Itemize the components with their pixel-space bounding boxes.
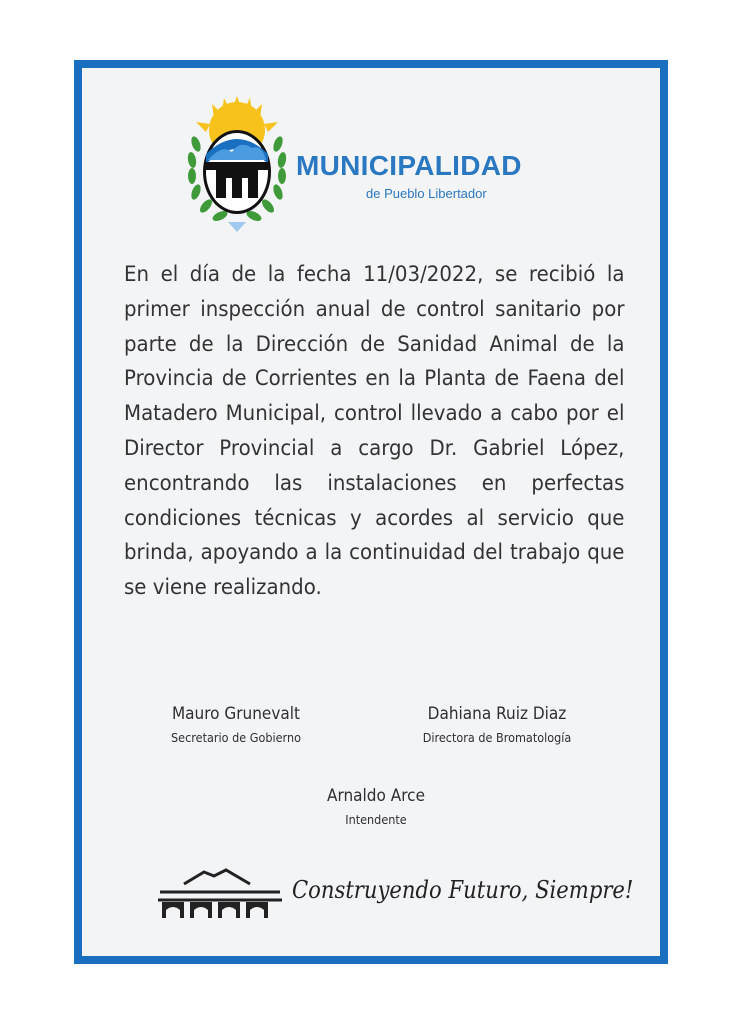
signatory-role: Directora de Bromatología	[422, 730, 572, 745]
signatory-role: Secretario de Gobierno	[171, 730, 301, 745]
header-logo	[182, 94, 572, 244]
signature-secretary	[136, 704, 336, 745]
municipality-title: MUNICIPALIDAD	[296, 150, 522, 181]
coat-of-arms-icon	[182, 94, 292, 236]
footer	[154, 862, 634, 922]
signatory-name: Arnaldo Arce	[326, 786, 425, 806]
signature-director	[392, 704, 602, 745]
signatory-role: Intendente	[345, 812, 407, 827]
footer-slogan: Construyendo Futuro, Siempre!	[292, 876, 634, 904]
municipality-subtitle: de Pueblo Libertador	[366, 186, 487, 201]
signatory-name: Dahiana Ruiz Diaz	[427, 704, 567, 724]
building-arches-icon	[154, 862, 286, 922]
signatory-name: Mauro Grunevalt	[171, 704, 301, 724]
document-frame	[74, 60, 668, 964]
signature-mayor	[276, 786, 476, 827]
notice-body-text: En el día de la fecha 11/03/2022, se recibió la primer inspección anual de control sanitario por parte de la Dirección de Sanidad Animal de la Provincia de Corrientes en la Planta de Faena del Matadero Municipal, control llevado a cabo por el Director Provincial a cargo Dr. Gabriel López, encontrando las instalaciones en perfectas condiciones técnicas y acordes al servicio que brinda, apoyando a la continuidad del trabajo que se viene realizando.	[124, 262, 625, 601]
